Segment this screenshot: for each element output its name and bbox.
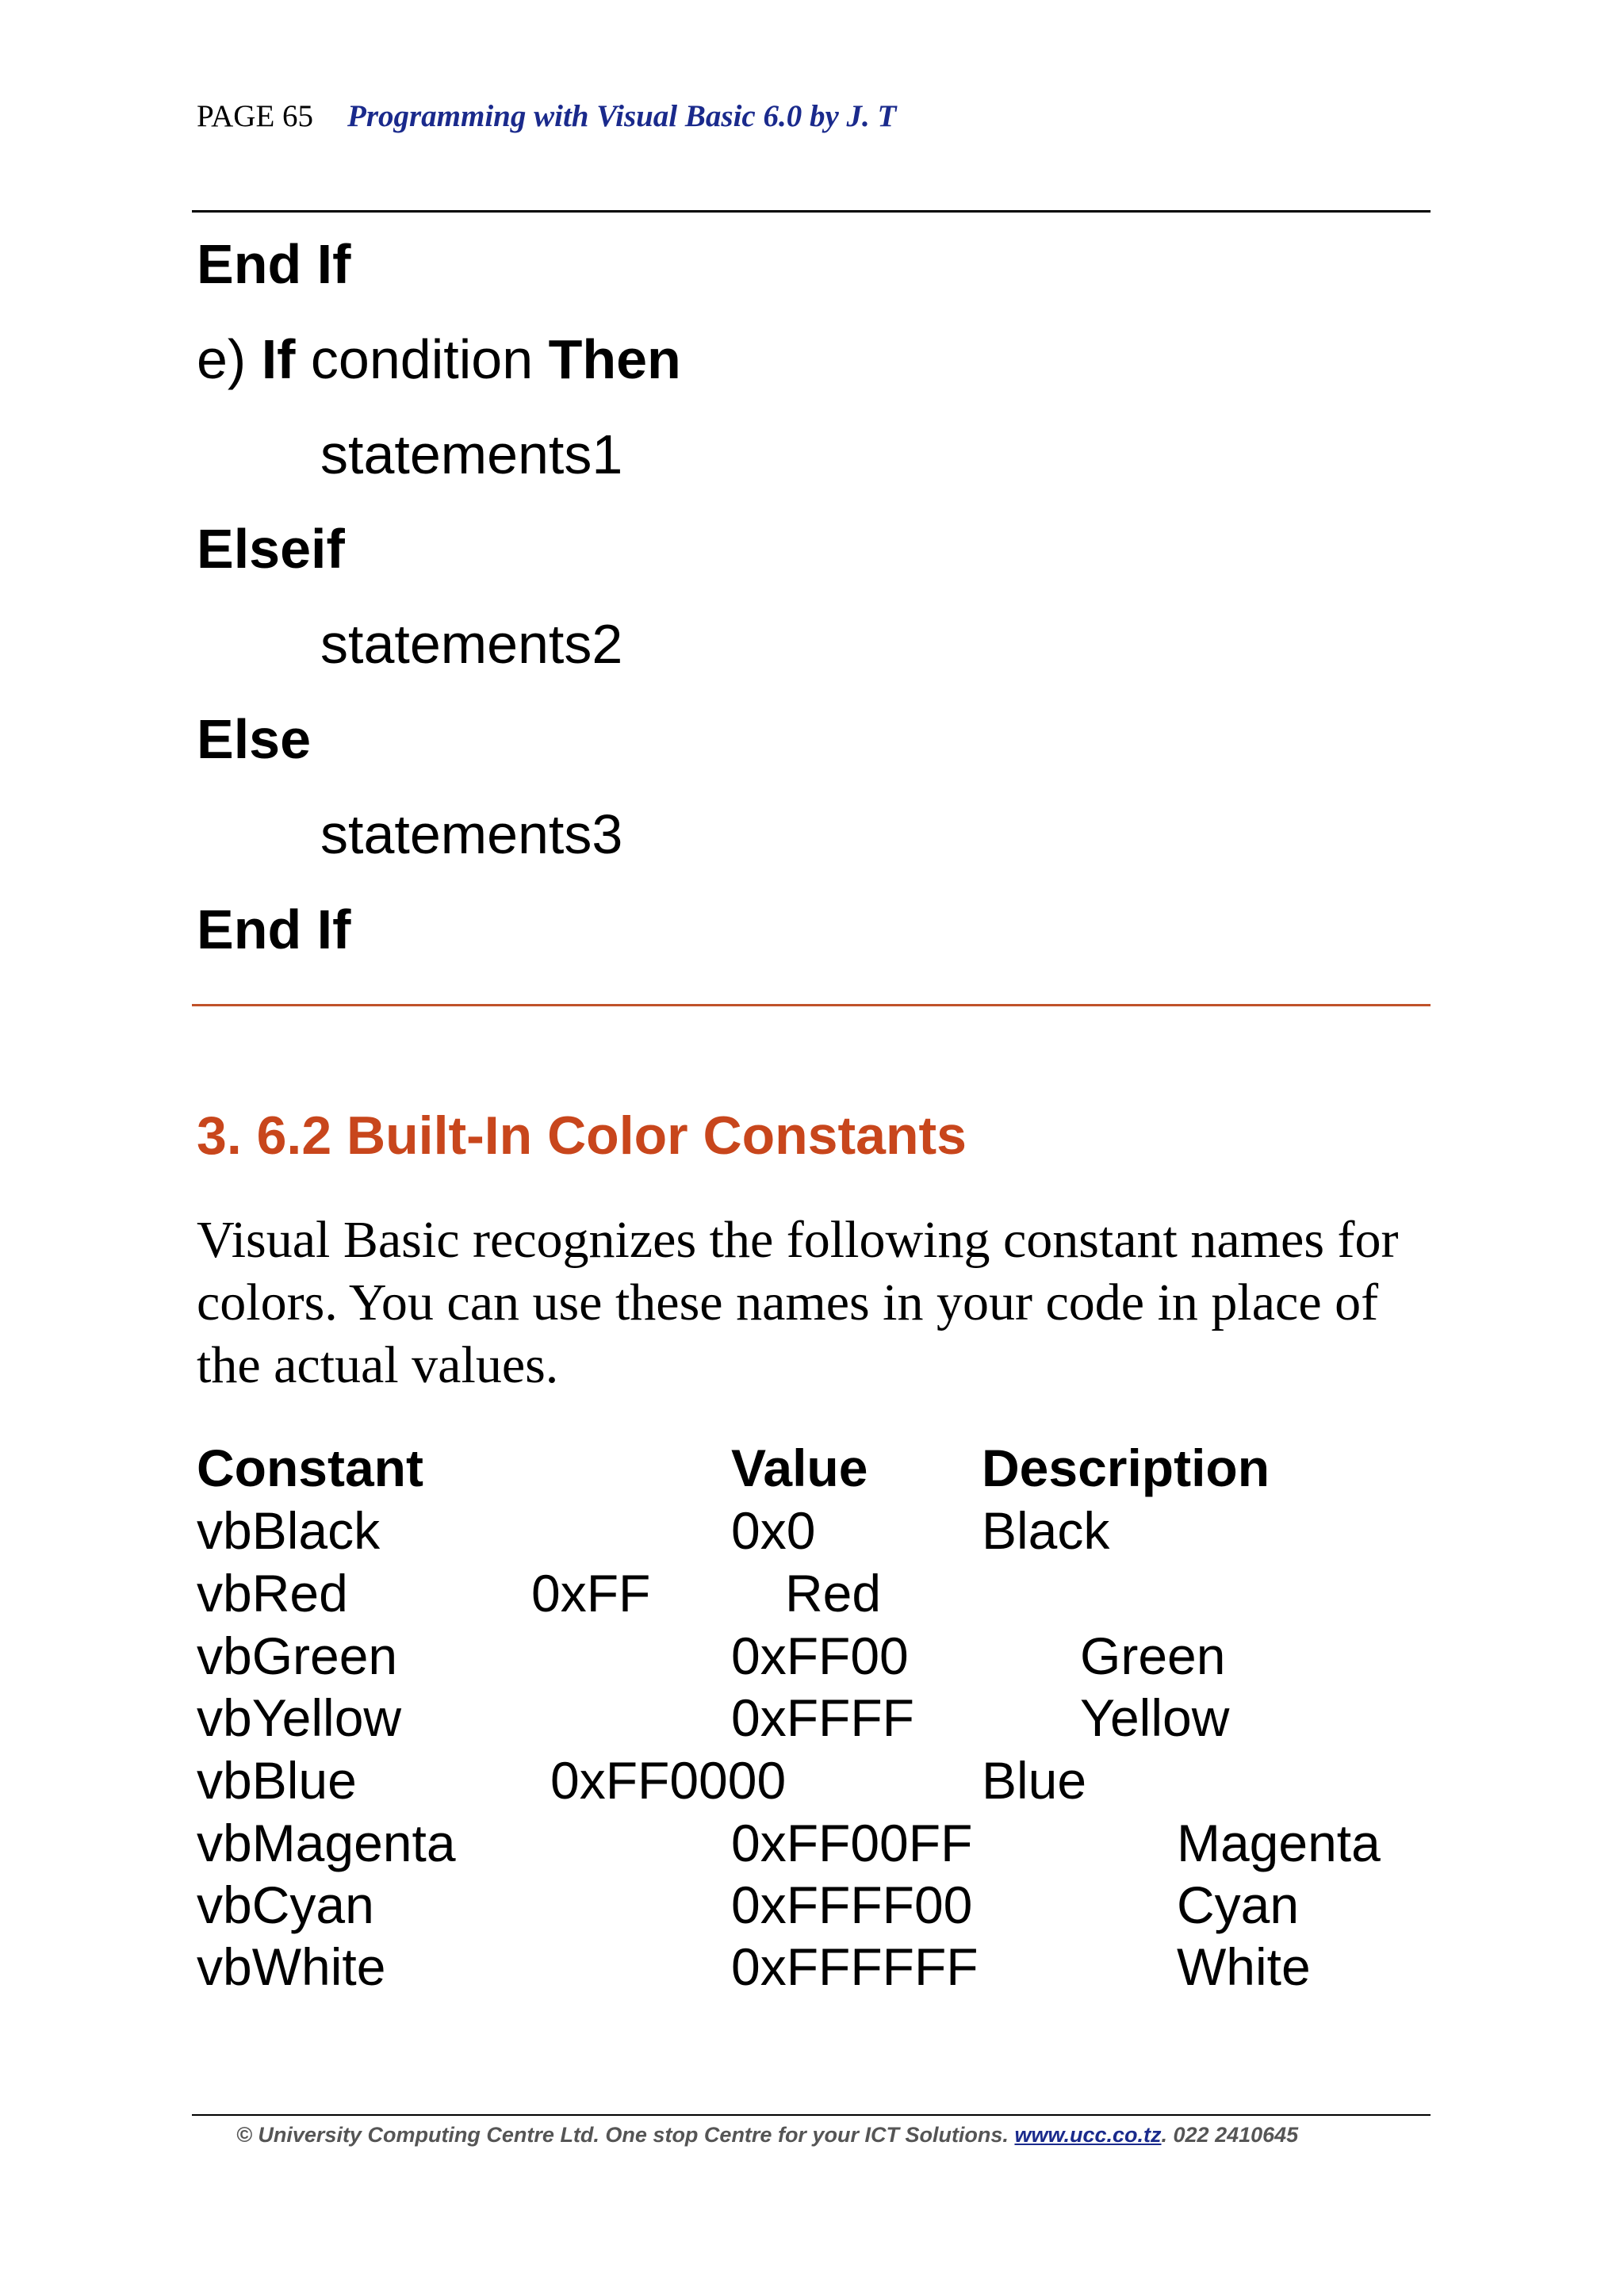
cell-value: 0xFF00 — [731, 1626, 909, 1685]
keyword-then: Then — [548, 328, 681, 390]
keyword-if: If — [261, 328, 296, 390]
section-paragraph: Visual Basic recognizes the following constant names for colors. You can use these names in your code in place of the actual values. — [197, 1211, 1399, 1394]
code-line-statements3: statements3 — [320, 803, 623, 865]
page-number: PAGE 65 — [197, 99, 314, 133]
cell-description: White — [1177, 1937, 1311, 1996]
code-line-if-condition — [197, 328, 681, 390]
footer — [236, 2123, 1298, 2147]
book-title: Programming with Visual Basic 6.0 by J. T — [347, 99, 897, 133]
cell-description: Blue — [982, 1751, 1087, 1810]
cell-constant: vbGreen — [197, 1626, 398, 1685]
cell-value: 0xFF0000 — [550, 1751, 787, 1810]
code-line-end-if-1: End If — [197, 233, 351, 295]
footer-divider — [192, 2114, 1431, 2116]
cell-description: Yellow — [1080, 1688, 1230, 1747]
cell-value: 0x0 — [731, 1501, 816, 1560]
cell-description: Red — [785, 1564, 882, 1623]
cell-value: 0xFF — [531, 1564, 651, 1623]
condition-text: condition — [310, 328, 534, 390]
cell-constant: vbBlue — [197, 1751, 357, 1810]
cell-value: 0xFF00FF — [731, 1814, 973, 1872]
code-line-end-if-2: End If — [197, 898, 351, 960]
cell-value: 0xFFFFFF — [731, 1937, 979, 1996]
cell-value: 0xFFFF00 — [731, 1875, 973, 1934]
cell-constant: vbWhite — [197, 1937, 386, 1996]
cell-constant: vbRed — [197, 1564, 348, 1623]
code-line-statements2: statements2 — [320, 613, 623, 675]
cell-value: 0xFFFF — [731, 1688, 914, 1747]
footer-phone: . 022 2410645 — [1161, 2123, 1299, 2147]
footer-website-link[interactable]: www.ucc.co.tz — [1014, 2123, 1162, 2147]
cell-constant: vbBlack — [197, 1501, 381, 1560]
option-label: e) — [197, 328, 247, 390]
code-line-statements1: statements1 — [320, 423, 623, 485]
section-divider — [192, 1004, 1431, 1006]
cell-constant: vbCyan — [197, 1875, 374, 1934]
cell-description: Magenta — [1177, 1814, 1381, 1872]
column-header-constant: Constant — [197, 1439, 423, 1497]
code-line-elseif: Elseif — [197, 518, 345, 580]
cell-description: Black — [982, 1501, 1110, 1560]
header-divider — [192, 210, 1431, 213]
cell-constant: vbYellow — [197, 1688, 402, 1747]
cell-constant: vbMagenta — [197, 1814, 456, 1872]
section-heading: 3. 6.2 Built-In Color Constants — [197, 1105, 967, 1166]
column-header-value: Value — [731, 1439, 868, 1497]
column-header-description: Description — [982, 1439, 1270, 1497]
footer-copyright: © University Computing Centre Ltd. One stop Centre for your ICT Solutions. — [236, 2123, 1009, 2147]
cell-description: Green — [1080, 1626, 1226, 1685]
code-line-else: Else — [197, 708, 311, 770]
cell-description: Cyan — [1177, 1875, 1300, 1934]
